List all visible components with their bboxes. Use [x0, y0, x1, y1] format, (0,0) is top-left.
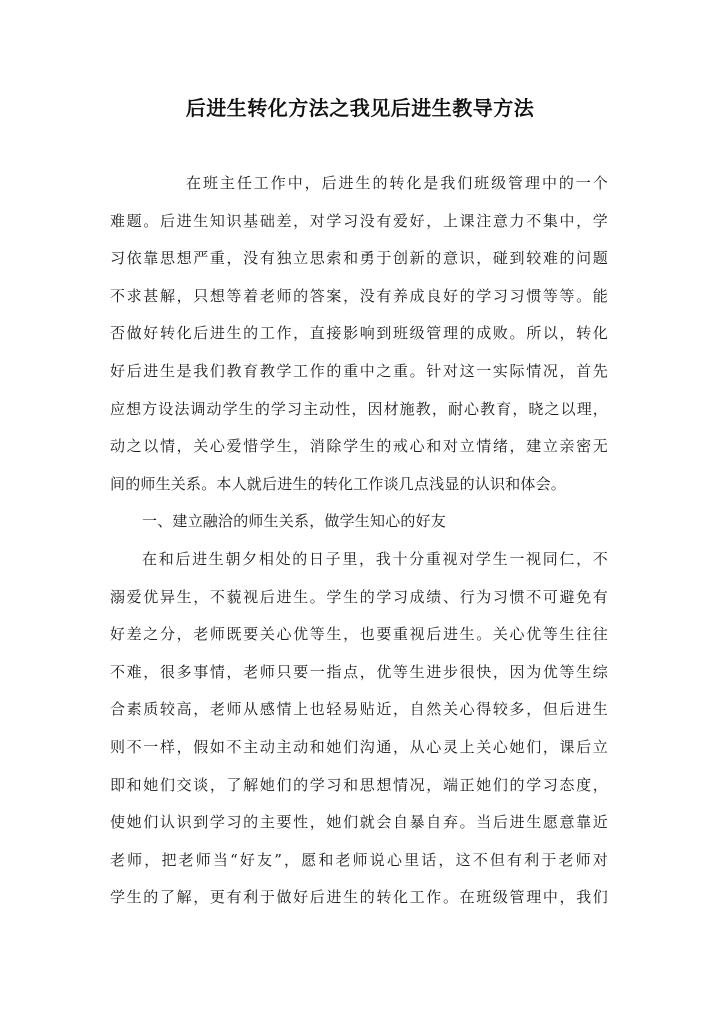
paragraph-2-line-1: 在和后进生朝夕相处的日子里，我十分重视对学生一视同仁，不: [142, 549, 608, 568]
paragraph-1-line-7: 应想方设法调动学生的学习主动性，因材施教，耐心教育，晓之以理，: [110, 399, 608, 418]
paragraph-1-line-1: 在班主任工作中，后进生的转化是我们班级管理中的一个: [186, 174, 608, 192]
paragraph-2-line-5: 合素质较高，老师从感情上也轻易贴近，自然关心得较多，但后进生: [110, 700, 608, 719]
paragraph-2-line-2: 溺爱优异生，不藐视后进生。学生的学习成绩、行为习惯不可避免有: [110, 587, 608, 606]
paragraph-2-line-10: 学生的了解，更有利于做好后进生的转化工作。在班级管理中，我们: [110, 888, 608, 907]
paragraph-1-line-2: 难题。后进生知识基础差，对学习没有爱好，上课注意力不集中，学: [110, 211, 608, 230]
paragraph-1-line-4: 不求甚解，只想等着老师的答案，没有养成良好的学习习惯等等。能: [110, 286, 608, 305]
paragraph-2-line-6: 则不一样，假如不主动主动和她们沟通，从心灵上关心她们，课后立: [110, 737, 608, 756]
paragraph-2-line-3: 好差之分，老师既要关心优等生，也要重视后进生。关心优等生往往: [110, 625, 608, 644]
document-body: [110, 170, 608, 922]
section-heading-1: 一、建立融洽的师生关系，做学生知心的好友: [142, 512, 447, 531]
paragraph-2-line-9: 老师，把老师当“好友”，愿和老师说心里话，这不但有利于老师对: [110, 850, 608, 869]
paragraph-2-line-4: 不难，很多事情，老师只要一指点，优等生进步很快，因为优等生综: [110, 662, 608, 681]
paragraph-1-line-6: 好后进生是我们教育教学工作的重中之重。针对这一实际情况，首先: [110, 361, 608, 380]
paragraph-1-line-8: 动之以情，关心爱惜学生，消除学生的戒心和对立情绪，建立亲密无: [110, 437, 608, 456]
paragraph-1-line-9: 间的师生关系。本人就后进生的转化工作谈几点浅显的认识和体会。: [110, 474, 567, 493]
document-title: 后进生转化方法之我见后进生教导方法: [185, 96, 535, 120]
paragraph-2-line-7: 即和她们交谈，了解她们的学习和思想情况，端正她们的学习态度，: [110, 775, 608, 794]
paragraph-1-line-3: 习依靠思想严重，没有独立思索和勇于创新的意识，碰到较难的问题: [110, 249, 608, 268]
paragraph-2-line-8: 使她们认识到学习的主要性，她们就会自暴自弃。当后进生愿意靠近: [110, 813, 608, 832]
paragraph-1-line-5: 否做好转化后进生的工作，直接影响到班级管理的成败。所以，转化: [110, 324, 608, 343]
